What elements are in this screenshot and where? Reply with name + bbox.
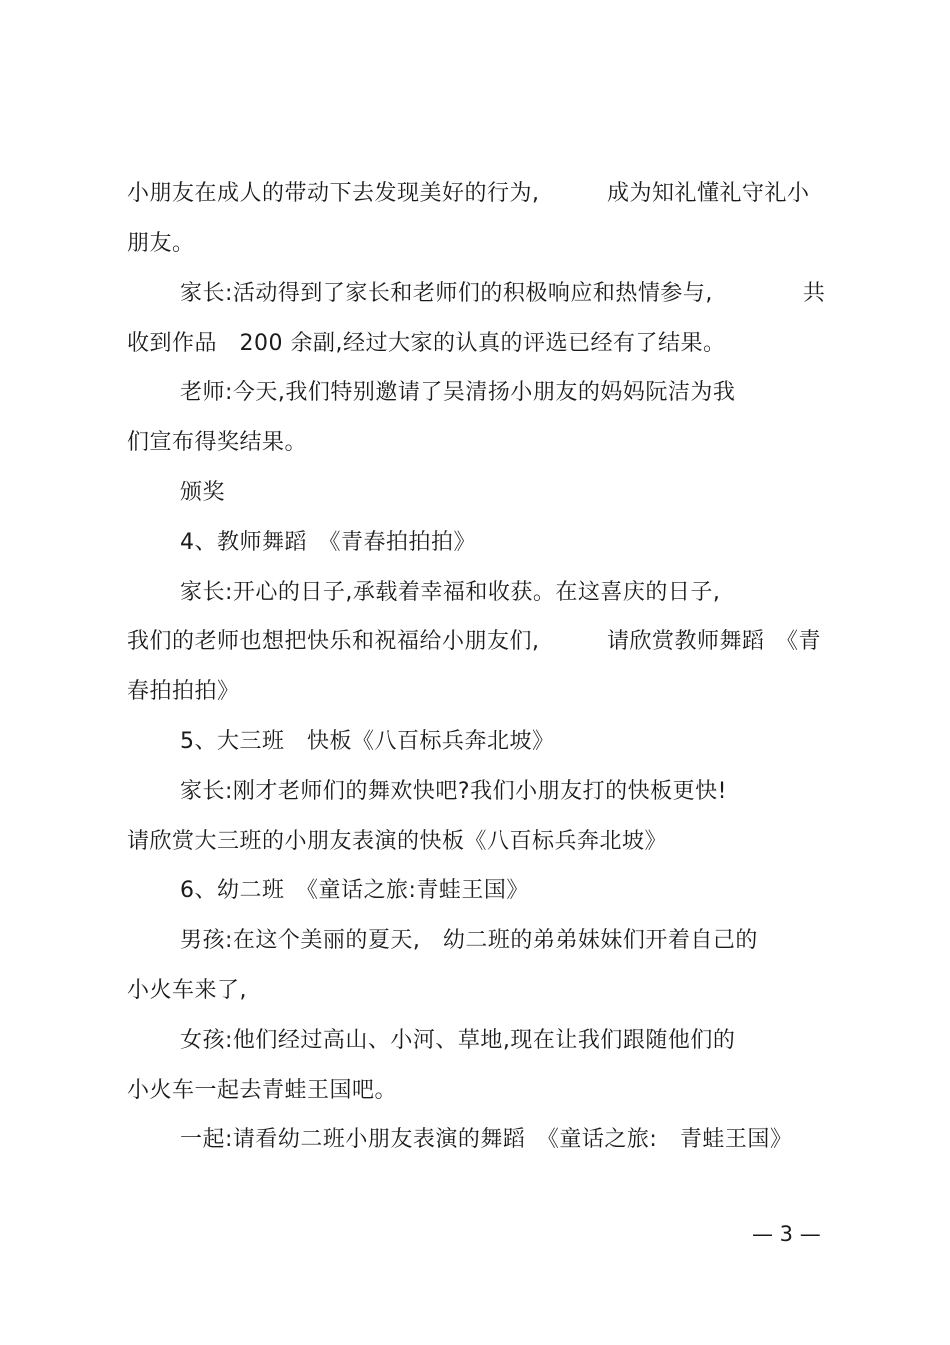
body-text-line: 家长:活动得到了家长和老师们的积极响应和热情参与, 共 xyxy=(180,281,826,306)
body-text-line: 我们的老师也想把快乐和祝福给小朋友们, 请欣赏教师舞蹈 《青 xyxy=(127,629,821,654)
body-text-line: 男孩:在这个美丽的夏天, 幼二班的弟弟妹妹们开着自己的 xyxy=(180,928,758,953)
body-text-line: 收到作品 200 余副,经过大家的认真的评选已经有了结果。 xyxy=(127,331,726,356)
body-text-line: 老师:今天,我们特别邀请了吴清扬小朋友的妈妈阮洁为我 xyxy=(180,380,736,405)
body-text-line: 小火车来了, xyxy=(127,978,247,1003)
body-text-line: 女孩:他们经过高山、小河、草地,现在让我们跟随他们的 xyxy=(180,1028,736,1053)
body-text-line: 朋友。 xyxy=(127,231,195,256)
body-text-line: 一起:请看幼二班小朋友表演的舞蹈 《童话之旅: 青蛙王国》 xyxy=(180,1127,793,1152)
body-text-line: 家长:开心的日子,承载着幸福和收获。在这喜庆的日子, xyxy=(180,580,721,605)
program-item-heading: 5、大三班 快板《八百标兵奔北坡》 xyxy=(180,729,555,754)
body-text-line: 春拍拍拍》 xyxy=(127,679,240,704)
section-heading: 颁奖 xyxy=(180,480,226,505)
page-number: — 3 — xyxy=(752,1222,821,1246)
program-item-heading: 6、幼二班 《童话之旅:青蛙王国》 xyxy=(180,878,529,903)
program-item-heading: 4、教师舞蹈 《青春拍拍拍》 xyxy=(180,530,476,555)
body-text-line: 小朋友在成人的带动下去发现美好的行为, 成为知礼懂礼守礼小 xyxy=(127,181,810,206)
body-text-line: 家长:刚才老师们的舞欢快吧?我们小朋友打的快板更快! xyxy=(180,779,727,804)
body-text-line: 小火车一起去青蛙王国吧。 xyxy=(127,1078,398,1103)
body-text-line: 们宣布得奖结果。 xyxy=(127,430,308,455)
body-text-line: 请欣赏大三班的小朋友表演的快板《八百标兵奔北坡》 xyxy=(127,829,668,854)
